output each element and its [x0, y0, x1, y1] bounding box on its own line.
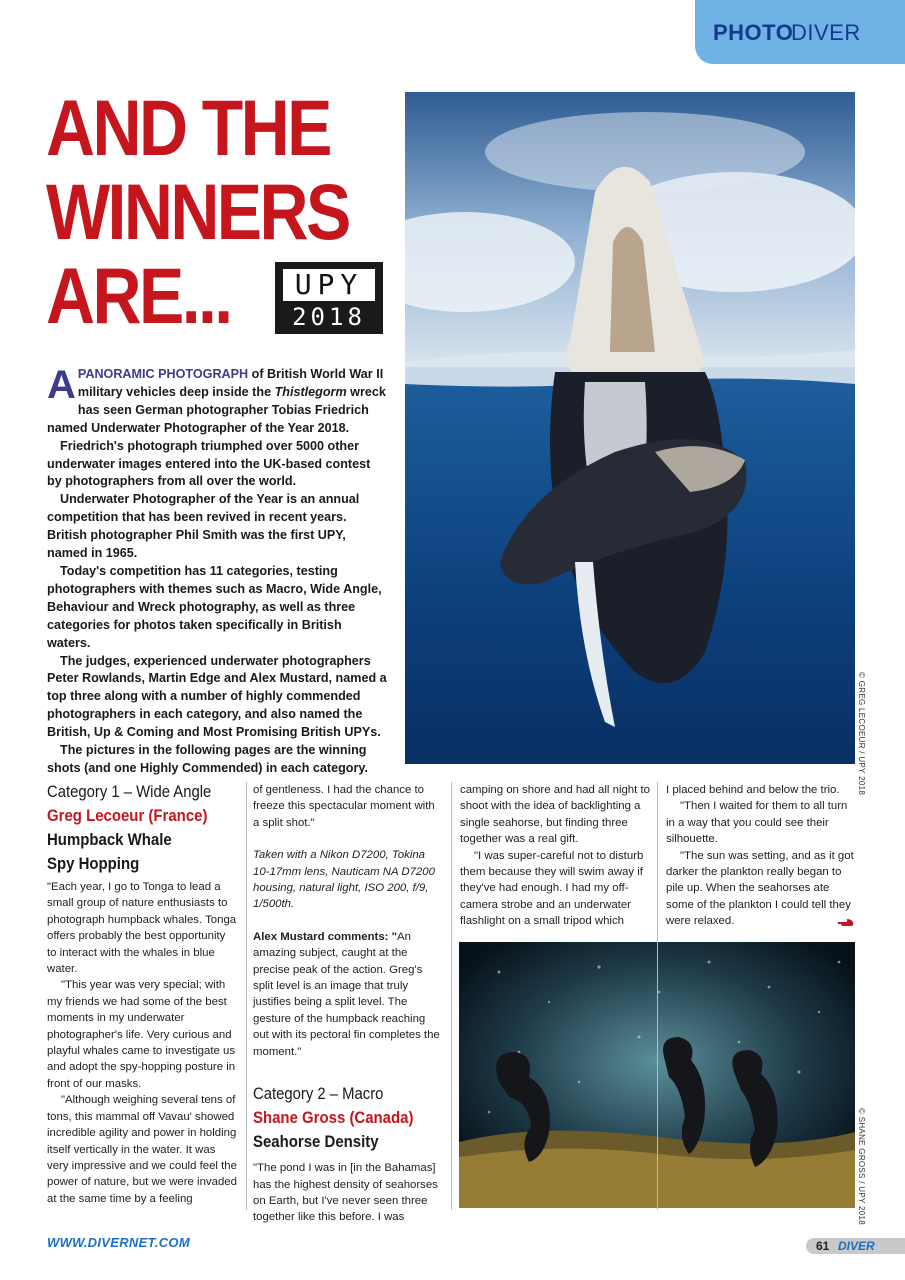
headline-line-1: AND THE — [46, 83, 330, 172]
intro-paragraph-2: Friedrich's photograph triumphed over 5000 other underwater images entered into the UK-based contest by photographers from all over the world. — [47, 438, 371, 489]
category-1-title-line-1: Humpback Whale — [47, 830, 172, 849]
category-1-paragraph-2: "This year was very special; with my friends we had some of the best moments in my underwater photographer's life. Very curious and playful whales came to investigate us and adopt the spy-hopping posture in front of our masks. — [47, 979, 236, 1090]
seahorse-photo-credit: © SHANE GROSS / UPY 2018 — [857, 1108, 866, 1225]
category-2-paragraph-4: "The sun was setting, and as it got darker the plankton really began to pile up. When the seahorses ate some of the plankton I could tell they were relaxed. — [666, 849, 854, 928]
drop-cap: A — [47, 363, 76, 407]
judge-comment — [253, 929, 443, 1060]
intro-standfirst — [47, 363, 387, 778]
intro-paragraph-5: The judges, experienced underwater photographers Peter Rowlands, Martin Edge and Alex Mustard, named a top three along with a number of highly commended photographers in each category, and also named the British, Up & Coming and Most Promising British UPYs. — [47, 653, 387, 740]
intro-paragraph-1 — [47, 363, 387, 438]
category-1-title-line-2: Spy Hopping — [47, 854, 140, 873]
upy-2018-logo — [275, 262, 383, 334]
intro-paragraph-6: The pictures in the following pages are the winning shots (and one Highly Commended) in each category. — [47, 743, 368, 775]
continue-hand-icon — [838, 918, 854, 928]
column-divider — [246, 782, 247, 1210]
whale-photo-credit: © GREG LECOEUR / UPY 2018 — [857, 672, 866, 796]
section-tab-bold: PHOTO — [713, 20, 794, 45]
judge-comment-text: An amazing subject, caught at the precise peak of the action. Greg's split level is an image that truly justifies being a split level. The gesture of the humpback reaching out with its pectoral fin completes the moment." — [253, 930, 440, 1058]
column-4 — [666, 782, 856, 930]
category-2-paragraph-1-cont: camping on shore and had all night to shoot with the idea of backlighting a single seahorse, but finding three together was a real gift. — [460, 784, 650, 846]
column-2 — [253, 782, 443, 1226]
wreck-name: Thistlegorm — [274, 384, 347, 399]
section-tab-light: DIVER — [791, 20, 861, 45]
category-1-label: Category 1 – Wide Angle — [47, 783, 212, 801]
section-tab — [695, 0, 905, 64]
category-1-paragraph-3: "Although weighing several tens of tons, this mammal off Vavau' showed incredible agility and power in holding itself vertically in the water. It was very impressive and we could feel the power of nature, but we were invaded at the same time by a feeling — [47, 1094, 237, 1205]
category-2-winner: Shane Gross (Canada) — [253, 1108, 414, 1128]
column-1 — [47, 780, 237, 1207]
column-divider — [451, 782, 452, 1210]
category-1-paragraph-4: of gentleness. I had the chance to freeze this spectacular moment with a split shot." — [253, 784, 435, 829]
footer-brand: DIVER — [838, 1239, 875, 1253]
page-number: 61 — [816, 1239, 830, 1253]
category-2-title: Seahorse Density — [253, 1132, 379, 1152]
category-2-paragraph-3: "Then I waited for them to all turn in a way that you could see their silhouette. — [666, 800, 848, 846]
upy-logo-text: UPY — [283, 269, 375, 301]
footer-website[interactable]: WWW.DIVERNET.COM — [47, 1235, 190, 1250]
category-1-winner: Greg Lecoeur (France) — [47, 806, 208, 825]
category-2-label: Category 2 – Macro — [253, 1085, 384, 1104]
judge-comment-label: Alex Mustard comments: " — [253, 930, 398, 943]
category-1-tech-details: Taken with a Nikon D7200, Tokina 10-17mm lens, Nauticam NA D7200 housing, natural light, ISO 200, f/9, 1/500th. — [253, 849, 435, 911]
page-number-tab — [806, 1238, 905, 1254]
intro-paragraph-4: Today's competition has 11 categories, testing photographers with themes such as Macro, Wide Angle, Behaviour and Wreck photography, as well as three categories for photos taken specifically in British waters. — [47, 563, 382, 650]
category-1-paragraph-1: "Each year, I go to Tonga to lead a small group of nature enthusiasts to photograph humpback whales. Tonga offers probably the best opportunity to interact with the whales in blue water. — [47, 881, 237, 976]
column-divider — [657, 782, 658, 1210]
humpback-whale-photo — [405, 92, 855, 764]
upy-logo-year: 2018 — [292, 303, 366, 331]
category-2-paragraph-1: "The pond I was in [in the Bahamas] has the highest density of seahorses on Earth, but I've never seen three together like this before. I was — [253, 1162, 438, 1224]
intro-paragraph-3: Underwater Photographer of the Year is an annual competition that has been revived in recent years. British photographer Phil Smith was the first UPY, named in 1965. — [47, 492, 360, 561]
category-2-paragraph-2-cont: I placed behind and below the trio. — [666, 784, 840, 796]
headline-line-2: WINNERS — [46, 167, 349, 256]
intro-lead-in: PANORAMIC PHOTOGRAPH — [77, 367, 249, 381]
headline-line-3: ARE... — [46, 251, 231, 340]
intro-text: of British World War II military vehicles deep inside the — [77, 367, 384, 399]
column-3 — [460, 782, 650, 930]
category-2-paragraph-2: "I was super-careful not to disturb them because they will swim away if they've had enough. I had my off-camera strobe and an underwater flashlight on a small tripod which — [460, 849, 644, 928]
intro-text-end: wreck has seen German photographer Tobias Friedrich named Underwater Photographer of the Year 2018. — [47, 384, 386, 435]
